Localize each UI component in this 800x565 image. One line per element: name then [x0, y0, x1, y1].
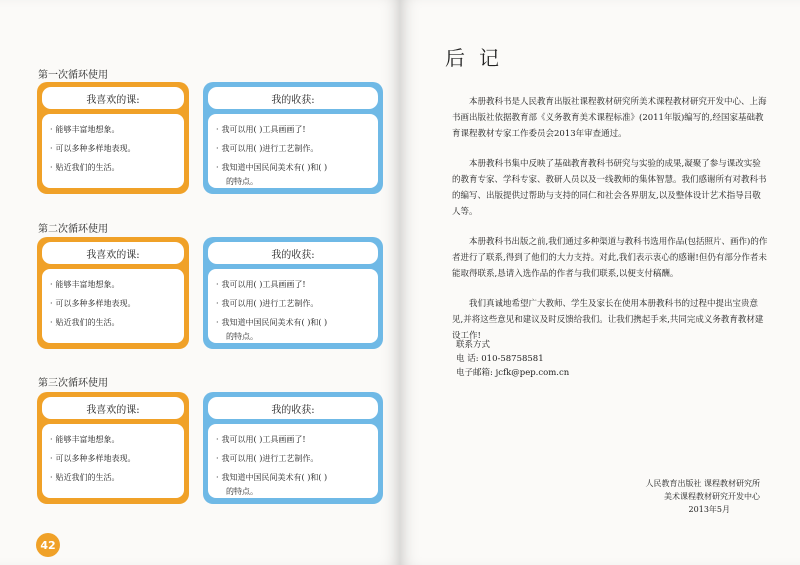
- gain-card-3: [203, 392, 383, 504]
- like-card-body: [42, 269, 184, 343]
- cycle-title-1: 第一次循环使用: [38, 70, 108, 81]
- afterword-title: 后记: [445, 46, 513, 70]
- like-item: · 贴近我们的生活。: [50, 473, 120, 482]
- cycle-title-2: 第二次循环使用: [38, 224, 108, 235]
- gain-item: · 我可以用( )工具画画了!: [216, 125, 306, 134]
- like-item: · 贴近我们的生活。: [50, 163, 120, 172]
- gain-card-2: [203, 237, 383, 349]
- gain-card-1: [203, 82, 383, 194]
- gain-item: · 我可以用( )进行工艺制作。: [216, 299, 319, 308]
- like-item: · 能够丰富地想象。: [50, 435, 120, 444]
- signature-date: 2013年5月: [688, 505, 730, 514]
- gain-card-body: [208, 269, 378, 343]
- like-card-title: 我喜欢的课:: [42, 87, 184, 109]
- contact-heading: 联系方式: [456, 340, 491, 350]
- gain-item: · 我可以用( )进行工艺制作。: [216, 454, 319, 463]
- contact-phone: 电 话: 010-58758581: [456, 354, 544, 364]
- gain-item: · 我知道中国民间美术有( )和( ): [216, 473, 328, 482]
- gain-item-tail: 的特点。: [226, 177, 258, 186]
- gain-item: · 我可以用( )工具画画了!: [216, 435, 306, 444]
- like-card-body: [42, 424, 184, 498]
- gain-item: · 我知道中国民间美术有( )和( ): [216, 163, 328, 172]
- like-item: · 可以多种多样地表现。: [50, 454, 136, 463]
- signature-line-1: 人民教育出版社 课程教材研究所: [645, 479, 760, 488]
- gain-card-body: [208, 424, 378, 498]
- gain-item: · 我可以用( )工具画画了!: [216, 280, 306, 289]
- gain-item: · 我知道中国民间美术有( )和( ): [216, 318, 328, 327]
- gain-card-body: [208, 114, 378, 188]
- afterword-paragraph-1: 本册教科书是人民教育出版社课程教材研究所美术课程教材研究开发中心、上海书画出版社依据教育部《义务教育美术课程标准》(2011年版)编写的,经国家基础教育课程教材专家工作委员会2013年审查通过。: [452, 97, 767, 139]
- like-card-body: [42, 114, 184, 188]
- like-card-title: 我喜欢的课:: [42, 397, 184, 419]
- contact-email: 电子邮箱: jcfk@pep.com.cn: [456, 368, 570, 378]
- like-item: · 贴近我们的生活。: [50, 318, 120, 327]
- like-card-3: [37, 392, 189, 504]
- signature-line-2: 美术课程教材研究开发中心: [664, 492, 760, 501]
- gain-item: · 我可以用( )进行工艺制作。: [216, 144, 319, 153]
- like-item: · 可以多种多样地表现。: [50, 299, 136, 308]
- like-item: · 可以多种多样地表现。: [50, 144, 136, 153]
- like-card-1: [37, 82, 189, 194]
- like-item: · 能够丰富地想象。: [50, 280, 120, 289]
- cycle-title-3: 第三次循环使用: [38, 378, 108, 389]
- afterword-paragraph-3: 本册教科书出版之前,我们通过多种渠道与教科书选用作品(包括照片、画作)的作者进行了联系,得到了他们的大力支持。对此,我们表示衷心的感谢!但仍有部分作者未能取得联系,恳请入选作品的作者与我们联系,以便支付稿酬。: [452, 237, 768, 279]
- gain-item-tail: 的特点。: [226, 332, 258, 341]
- page-number: 42: [36, 533, 60, 557]
- gain-card-title: 我的收获:: [208, 242, 378, 264]
- gain-item-tail: 的特点。: [226, 487, 258, 496]
- gain-card-title: 我的收获:: [208, 397, 378, 419]
- afterword-paragraph-2: 本册教科书集中反映了基础教育教科书研究与实验的成果,凝聚了参与课改实验的教育专家、学科专家、教研人员以及一线教师的集体智慧。我们感谢所有对教科书的编写、出版提供过帮助与支持的同仁和社会各界朋友,以及整体设计艺术指导吕敬人等。: [452, 159, 767, 217]
- like-item: · 能够丰富地想象。: [50, 125, 120, 134]
- like-card-2: [37, 237, 189, 349]
- afterword-paragraph-4: 我们真诚地希望广大教师、学生及家长在使用本册教科书的过程中提出宝贵意见,并将这些意见和建议及时反馈给我们。让我们携起手来,共同完成义务教育教材建设工作!: [452, 299, 764, 341]
- like-card-title: 我喜欢的课:: [42, 242, 184, 264]
- gain-card-title: 我的收获:: [208, 87, 378, 109]
